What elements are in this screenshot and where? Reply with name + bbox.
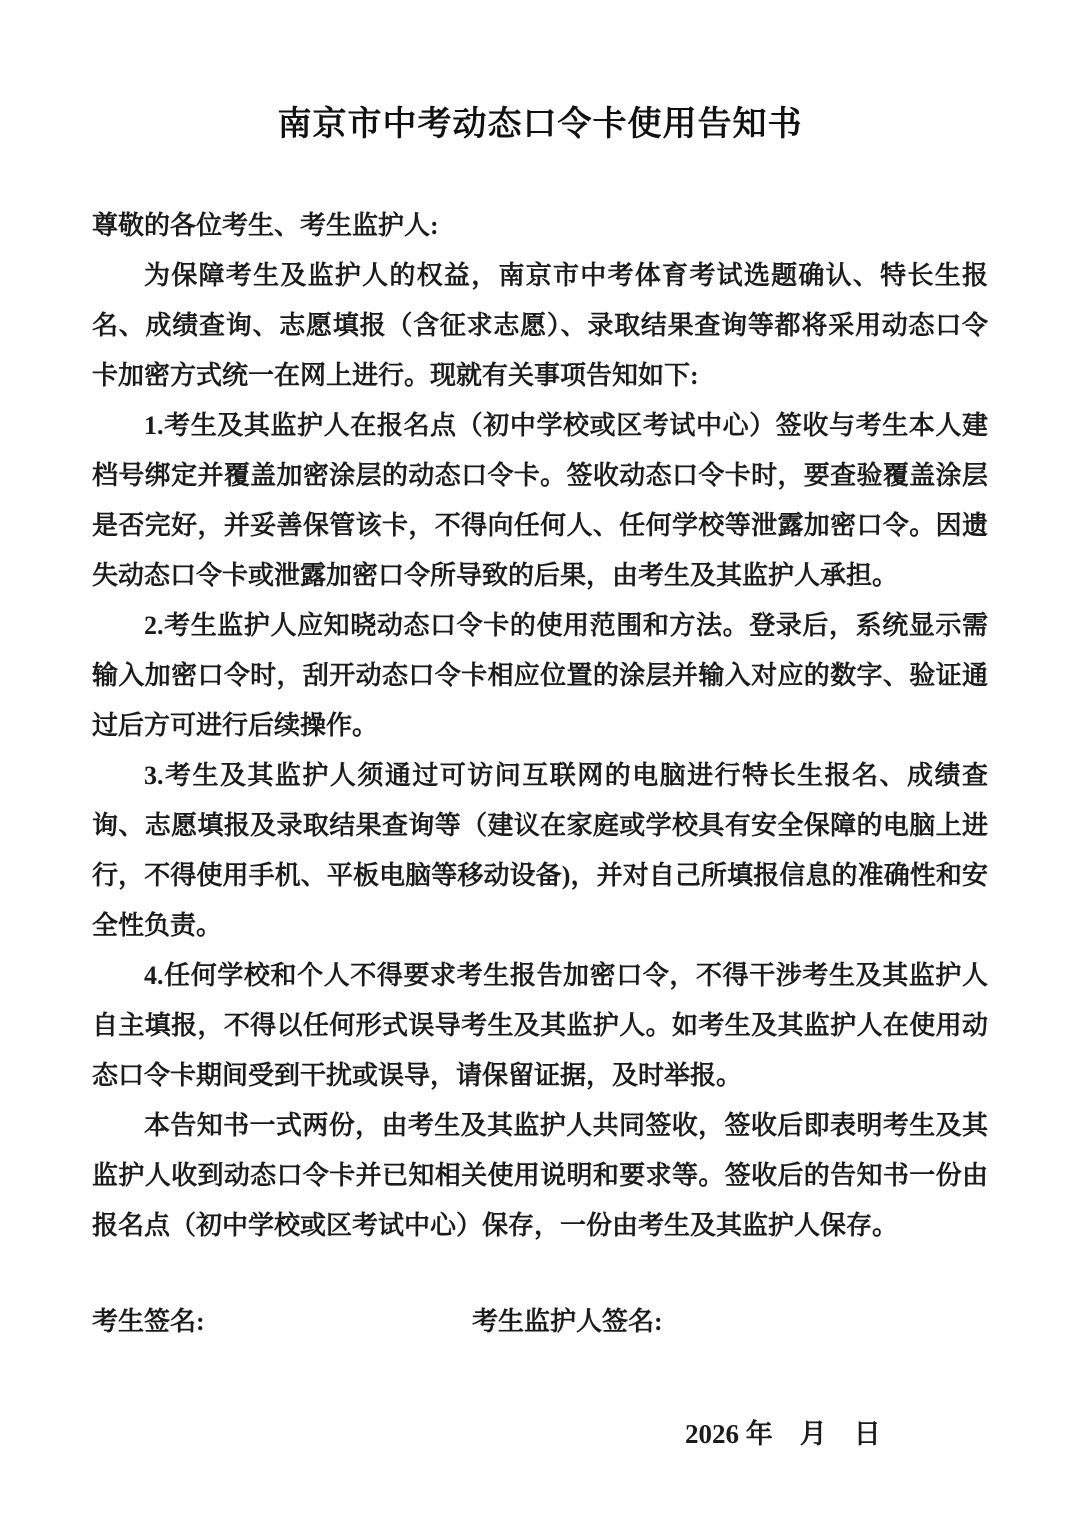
paragraph-item-1: 1.考生及其监护人在报名点（初中学校或区考试中心）签收与考生本人建档号绑定并覆盖加密涂层的动态口令卡。签收动态口令卡时，要查验覆盖涂层是否完好，并妥善保管该卡，不得向任何人、任何学校等泄露加密口令。因遗失动态口令卡或泄露加密口令所导致的后果，由考生及其监护人承担。 xyxy=(92,411,988,590)
guardian-signature-label: 考生监护人签名: xyxy=(472,1307,663,1336)
document-body xyxy=(92,201,988,1251)
paragraph-intro: 为保障考生及监护人的权益，南京市中考体育考试选题确认、特长生报名、成绩查询、志愿填报（含征求志愿）、录取结果查询等都将采用动态口令卡加密方式统一在网上进行。现就有关事项告知如下: xyxy=(92,261,988,390)
paragraph-item-2: 2.考生监护人应知晓动态口令卡的使用范围和方法。登录后，系统显示需输入加密口令时，刮开动态口令卡相应位置的涂层并输入对应的数字、验证通过后方可进行后续操作。 xyxy=(92,611,988,740)
date-row xyxy=(92,1359,988,1509)
salutation: 尊敬的各位考生、考生监护人: xyxy=(92,211,439,240)
student-signature-label: 考生签名: xyxy=(92,1307,205,1336)
document-title: 南京市中考动态口令卡使用告知书 xyxy=(277,106,803,143)
signature-row xyxy=(92,1297,988,1347)
date-line: 2026 年 月 日 xyxy=(685,1419,881,1449)
paragraph-item-3: 3.考生及其监护人须通过可访问互联网的电脑进行特长生报名、成绩查询、志愿填报及录取结果查询等（建议在家庭或学校具有安全保障的电脑上进行，不得使用手机、平板电脑等移动设备)，并对自己所填报信息的准确性和安全性负责。 xyxy=(92,761,988,940)
paragraph-closing: 本告知书一式两份，由考生及其监护人共同签收，签收后即表明考生及其监护人收到动态口令卡并已知相关使用说明和要求等。签收后的告知书一份由报名点（初中学校或区考试中心）保存，一份由考生及其监护人保存。 xyxy=(92,1111,988,1240)
paragraph-item-4: 4.任何学校和个人不得要求考生报告加密口令，不得干涉考生及其监护人自主填报，不得以任何形式误导考生及其监护人。如考生及其监护人在使用动态口令卡期间受到干扰或误导，请保留证据，及时举报。 xyxy=(92,961,988,1090)
